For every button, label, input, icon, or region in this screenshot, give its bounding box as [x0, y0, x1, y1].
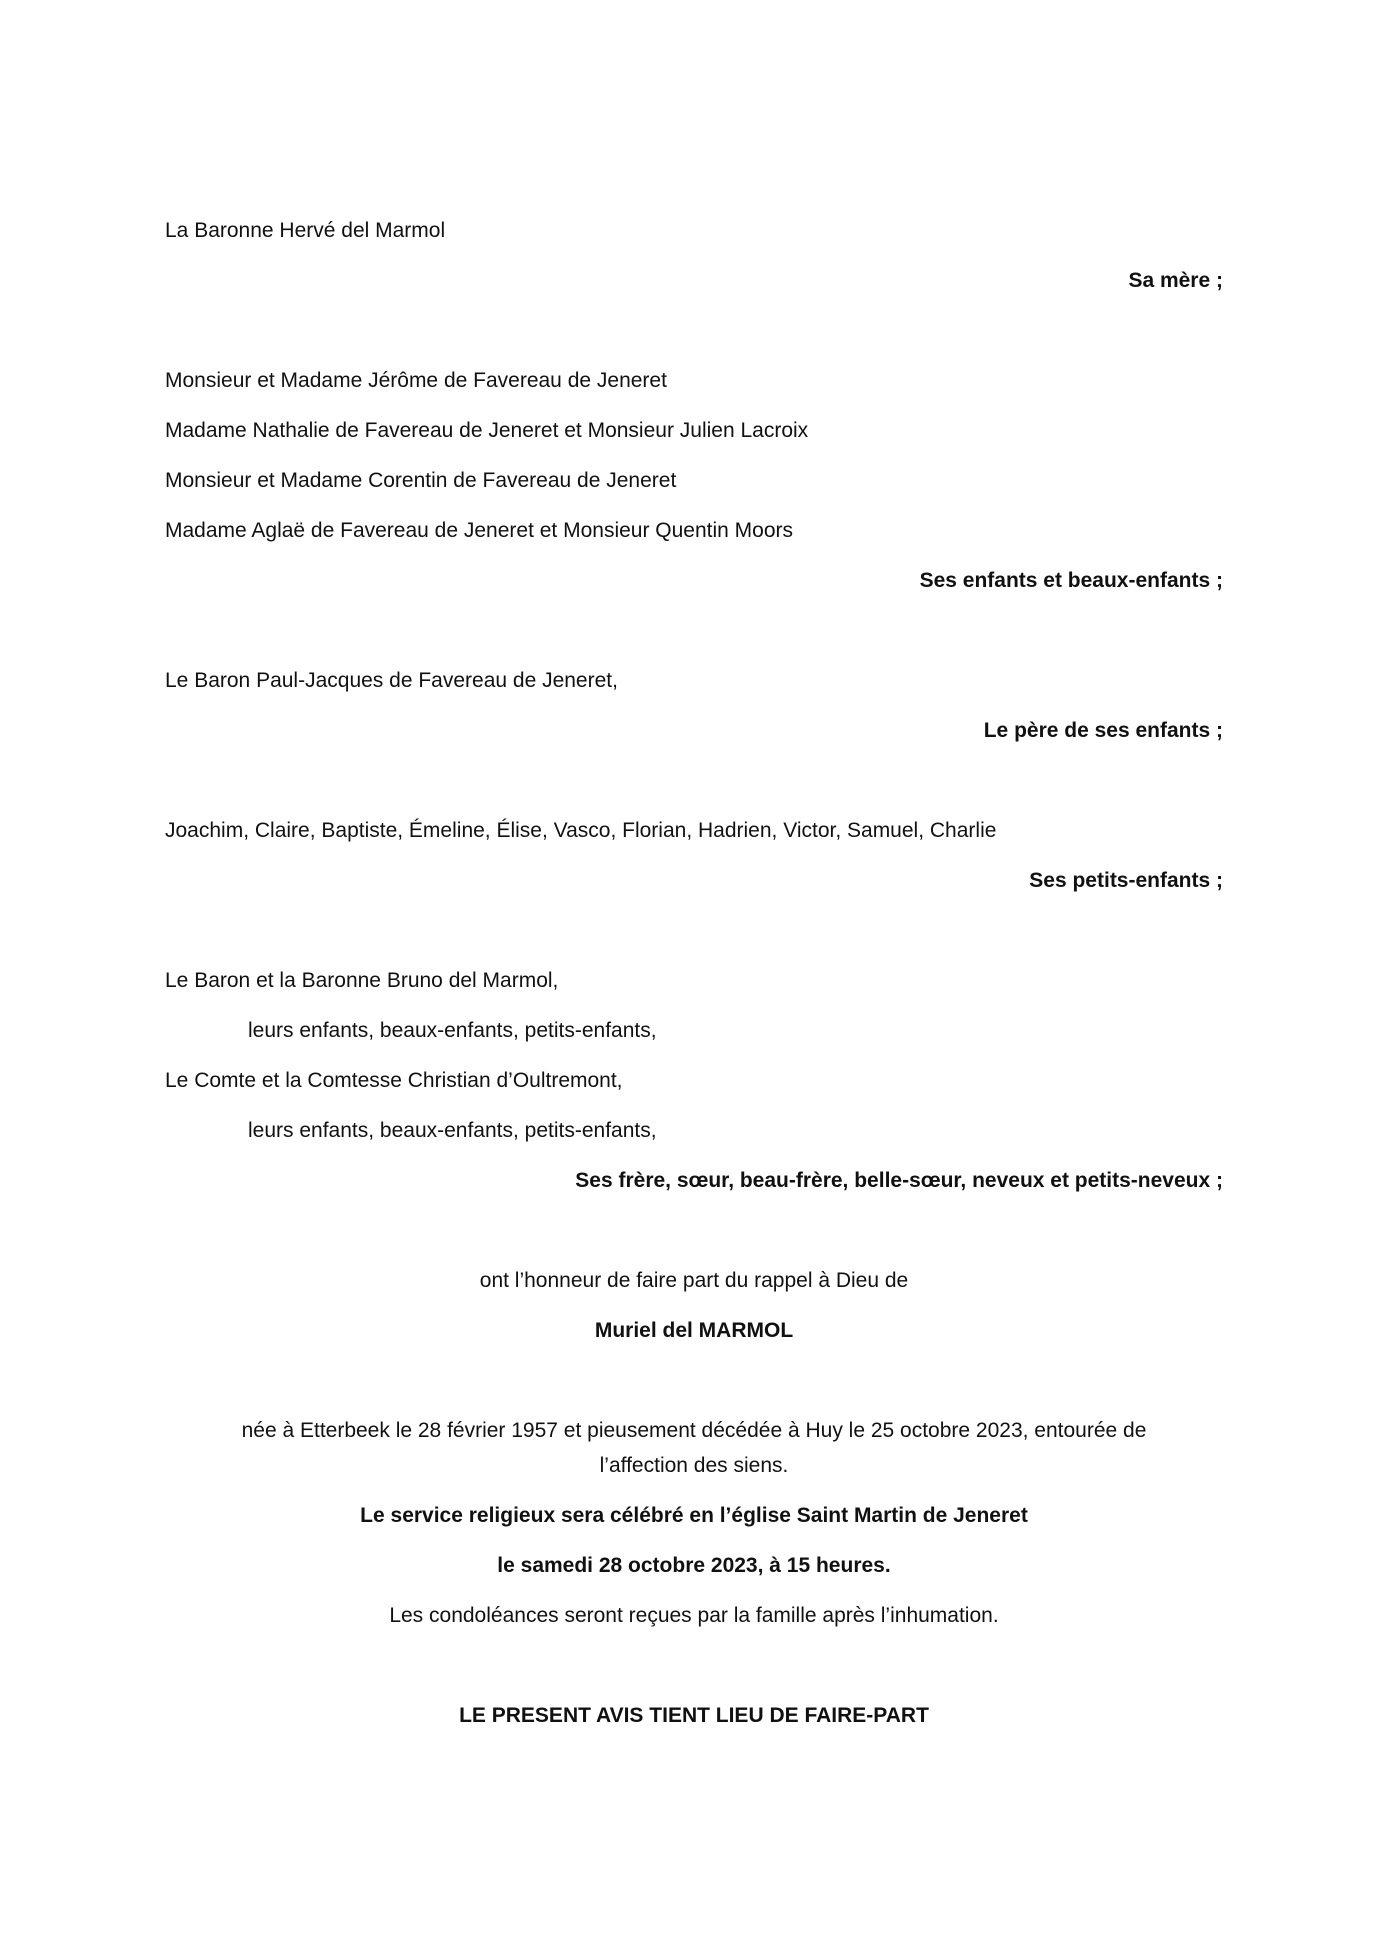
- child-line-4: Madame Aglaë de Favereau de Jeneret et Monsieur Quentin Moors: [165, 519, 794, 542]
- father-name: Le Baron Paul-Jacques de Favereau de Jeneret,: [165, 669, 618, 692]
- notice-footer: LE PRESENT AVIS TIENT LIEU DE FAIRE-PART: [459, 1704, 929, 1727]
- mother-role: Sa mère ;: [1128, 269, 1223, 292]
- child-line-1: Monsieur et Madame Jérôme de Favereau de Jeneret: [165, 369, 667, 392]
- children-role: Ses enfants et beaux-enfants ;: [919, 569, 1223, 592]
- sibling-line-3: Le Comte et la Comtesse Christian d’Oultremont,: [165, 1069, 623, 1092]
- grandchildren-names: Joachim, Claire, Baptiste, Émeline, Élise, Vasco, Florian, Hadrien, Victor, Samuel, Charlie: [165, 819, 997, 842]
- sibling-line-2: leurs enfants, beaux-enfants, petits-enfants,: [248, 1019, 657, 1042]
- service-date: le samedi 28 octobre 2023, à 15 heures.: [497, 1554, 891, 1577]
- deceased-name: Muriel del MARMOL: [594, 1319, 794, 1342]
- father-role: Le père de ses enfants ;: [983, 719, 1223, 742]
- grandchildren-role: Ses petits-enfants ;: [1029, 869, 1223, 892]
- child-line-2: Madame Nathalie de Favereau de Jeneret et Monsieur Julien Lacroix: [165, 419, 809, 442]
- child-line-3: Monsieur et Madame Corentin de Favereau de Jeneret: [165, 469, 677, 492]
- announcement-intro: ont l’honneur de faire part du rappel à Dieu de: [479, 1269, 909, 1292]
- service-location: Le service religieux sera célébré en l’église Saint Martin de Jeneret: [360, 1504, 1028, 1527]
- birth-death-details-line-2: l’affection des siens.: [599, 1454, 789, 1477]
- sibling-line-1: Le Baron et la Baronne Bruno del Marmol,: [165, 969, 559, 992]
- siblings-role: Ses frère, sœur, beau-frère, belle-sœur, neveux et petits-neveux ;: [575, 1169, 1223, 1192]
- mother-name: La Baronne Hervé del Marmol: [165, 219, 446, 242]
- condolences-note: Les condoléances seront reçues par la famille après l’inhumation.: [389, 1604, 999, 1627]
- sibling-line-4: leurs enfants, beaux-enfants, petits-enfants,: [248, 1119, 657, 1142]
- birth-death-details-line-1: née à Etterbeek le 28 février 1957 et pieusement décédée à Huy le 25 octobre 2023, entourée de: [241, 1419, 1147, 1442]
